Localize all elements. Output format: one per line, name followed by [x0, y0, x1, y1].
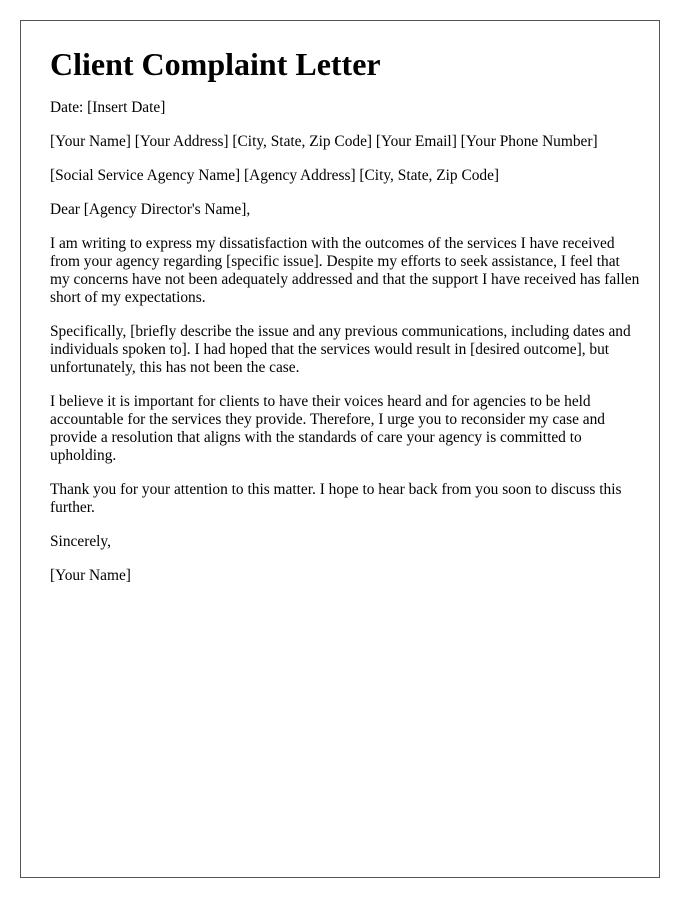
- body-paragraph-1: I am writing to express my dissatisfaction with the outcomes of the services I have received from your agency regarding [specific issue]. Despite my efforts to seek assistance, I feel that my concerns have not been adequately addressed and that the support I have received has fallen short of my expectations.: [50, 235, 640, 307]
- letter-page: [20, 20, 660, 878]
- date-line: Date: [Insert Date]: [50, 99, 166, 117]
- closing: Sincerely,: [50, 533, 111, 551]
- salutation: Dear [Agency Director's Name],: [50, 201, 251, 219]
- sender-info: [Your Name] [Your Address] [City, State, Zip Code] [Your Email] [Your Phone Number]: [50, 133, 598, 151]
- signature: [Your Name]: [50, 567, 131, 585]
- letter-title: Client Complaint Letter: [50, 46, 381, 82]
- letter-content: [50, 45, 640, 601]
- body-paragraph-3: I believe it is important for clients to have their voices heard and for agencies to be held accountable for the services they provide. Therefore, I urge you to reconsider my case and provide a resolution that aligns with the standards of care your agency is committed to upholding.: [50, 393, 605, 465]
- body-paragraph-4: Thank you for your attention to this matter. I hope to hear back from you soon to discuss this further.: [50, 481, 622, 517]
- recipient-info: [Social Service Agency Name] [Agency Address] [City, State, Zip Code]: [50, 167, 500, 185]
- body-paragraph-2: Specifically, [briefly describe the issue and any previous communications, including dates and individuals spoken to]. I had hoped that the services would result in [desired outcome], but unfortunately, this has not been the case.: [50, 323, 631, 377]
